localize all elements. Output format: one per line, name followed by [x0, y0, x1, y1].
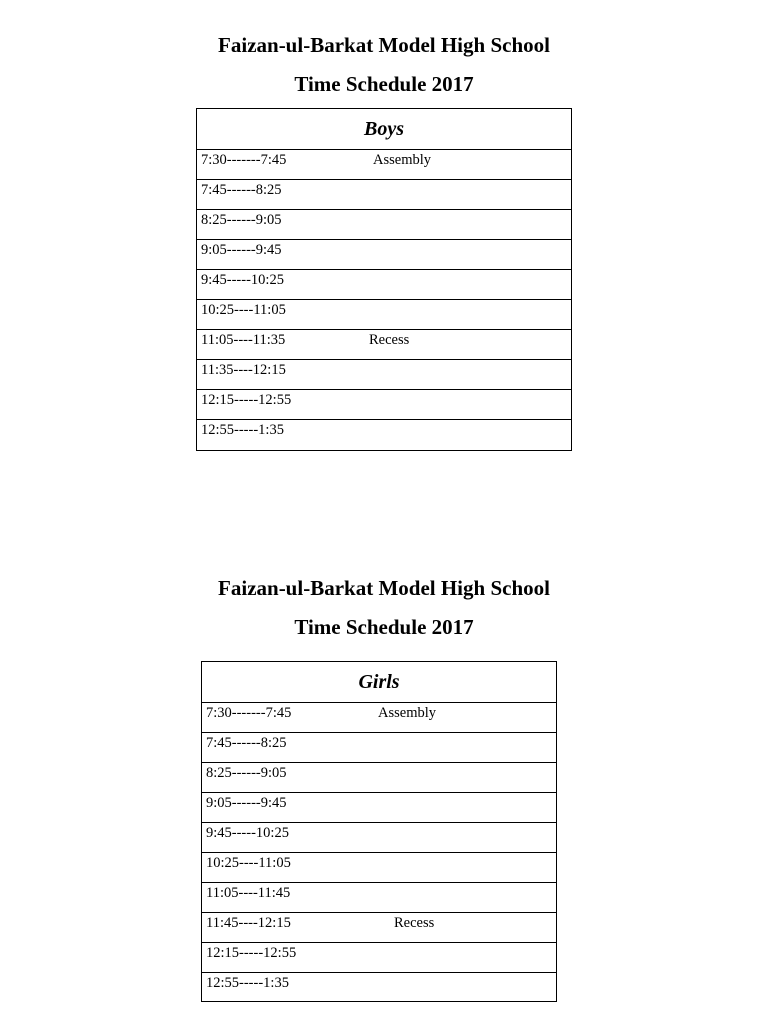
period-time: 9:45-----10:25: [206, 825, 289, 841]
period-activity: Assembly: [378, 705, 436, 721]
period-time: 10:25----11:05: [201, 302, 286, 318]
period-time: 7:30-------7:45: [201, 152, 287, 168]
schedule-subtitle-boys: Time Schedule 2017: [294, 72, 474, 96]
period-time: 12:15-----12:55: [206, 945, 297, 961]
schedule-row: [202, 793, 556, 823]
schedule-row: [202, 853, 556, 883]
period-time: 7:45------8:25: [201, 182, 282, 198]
schedule-row: [202, 943, 556, 973]
girls-schedule-table: [201, 661, 557, 1002]
period-time: 11:35----12:15: [201, 362, 286, 378]
period-time: 9:05------9:45: [206, 795, 287, 811]
schedule-row: [197, 150, 571, 180]
schedule-row: [197, 390, 571, 420]
school-title-boys: Faizan-ul-Barkat Model High School: [218, 33, 550, 57]
group-heading-boys: Boys: [197, 109, 571, 150]
group-heading-girls: Girls: [202, 662, 556, 703]
schedule-rows: [197, 150, 571, 449]
schedule-row: [202, 883, 556, 913]
period-activity: Assembly: [373, 152, 431, 168]
schedule-row: [202, 763, 556, 793]
schedule-row: [202, 823, 556, 853]
schedule-row: [197, 300, 571, 330]
period-time: 9:45-----10:25: [201, 272, 284, 288]
schedule-row: [197, 360, 571, 390]
schedule-row: [197, 240, 571, 270]
schedule-row: [197, 270, 571, 300]
period-time: 8:25------9:05: [201, 212, 282, 228]
boys-schedule-table: [196, 108, 572, 451]
schedule-row: [197, 330, 571, 360]
period-time: 8:25------9:05: [206, 765, 287, 781]
period-time: 7:45------8:25: [206, 735, 287, 751]
period-time: 12:15-----12:55: [201, 392, 292, 408]
schedule-row: [202, 973, 556, 1002]
period-activity: Recess: [394, 915, 435, 931]
period-activity: Recess: [369, 332, 410, 348]
schedule-subtitle-girls: Time Schedule 2017: [294, 615, 474, 639]
period-time: 11:05----11:35: [201, 332, 286, 348]
schedule-rows: [202, 703, 556, 1002]
period-time: 7:30-------7:45: [206, 705, 292, 721]
schedule-row: [197, 420, 571, 449]
schedule-row: [202, 733, 556, 763]
schedule-row: [197, 210, 571, 240]
schedule-row: [202, 703, 556, 733]
period-time: 11:05----11:45: [206, 885, 291, 901]
schedule-row: [197, 180, 571, 210]
period-time: 12:55-----1:35: [206, 975, 289, 991]
period-time: 11:45----12:15: [206, 915, 291, 931]
schedule-row: [202, 913, 556, 943]
period-time: 9:05------9:45: [201, 242, 282, 258]
period-time: 10:25----11:05: [206, 855, 291, 871]
school-title-girls: Faizan-ul-Barkat Model High School: [218, 576, 550, 600]
period-time: 12:55-----1:35: [201, 422, 284, 438]
